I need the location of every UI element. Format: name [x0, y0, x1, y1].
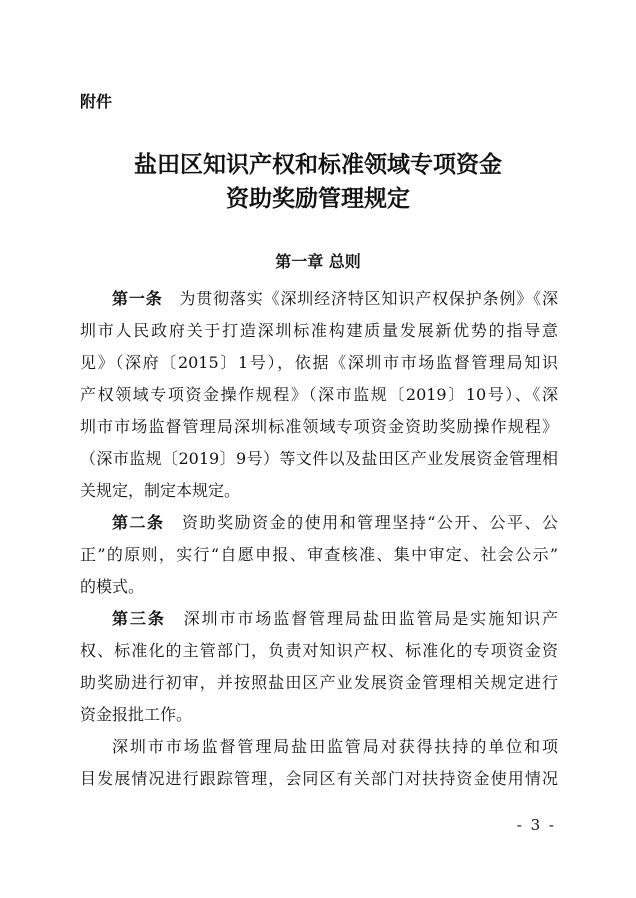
- article-3-line-1: [112, 603, 558, 635]
- article-3-text: 深圳市市场监督管理局盐田监管局是实施知识产: [181, 609, 558, 628]
- article-2-line-2: 正”的原则，实行“自愿申报、审查核准、集中审定、社会公示”: [80, 545, 558, 564]
- article-1-line-2: 圳市人民政府关于打造深圳标准构建质量发展新优势的指导意: [80, 321, 558, 340]
- article-2-label: 第二条: [112, 513, 165, 532]
- article-1-text: 为贯彻落实《深圳经济特区知识产权保护条例》《深: [178, 289, 558, 308]
- article-3-line-2: 权、标准化的主管部门，负责对知识产权、标准化的专项资金资: [80, 641, 558, 660]
- article-1-line-7: 关规定，制定本规定。: [80, 481, 241, 500]
- page-number: - 3 -: [516, 816, 556, 834]
- article-3-line-4: 资金报批工作。: [80, 705, 193, 724]
- article-1-line-4: 产权领域专项资金操作规程》（深市监规〔2019〕10号）、《深: [80, 385, 558, 404]
- chapter-heading: 第一章 总则: [275, 252, 361, 271]
- article-2-text: 资助奖励资金的使用和管理坚持“公开、公平、公: [180, 513, 558, 532]
- paragraph-4-line-2: 目发展情况进行跟踪管理，会同区有关部门对扶持资金使用情况: [80, 769, 558, 788]
- article-1-line-6: （深市监规〔2019〕9号）等文件以及盐田区产业发展资金管理相: [80, 449, 558, 468]
- article-1-line-3: 见》（深府〔2015〕1号），依据《深圳市市场监督管理局知识: [80, 353, 558, 372]
- article-3-label: 第三条: [112, 609, 166, 628]
- document-title-line-2: 资助奖励管理规定: [226, 186, 410, 212]
- document-title-line-1: 盐田区知识产权和标准领域专项资金: [134, 152, 502, 178]
- article-1-line-5: 圳市市场监督管理局深圳标准领域专项资金资助奖励操作规程》: [80, 417, 558, 436]
- attachment-label: 附件: [80, 92, 113, 111]
- article-2-line-1: [112, 507, 558, 539]
- paragraph-4-line-1: 深圳市市场监督管理局盐田监管局对获得扶持的单位和项: [112, 737, 558, 756]
- article-2-line-3: 的模式。: [80, 577, 145, 596]
- article-1-label: 第一条: [112, 289, 163, 308]
- article-1-line-1: [112, 283, 558, 315]
- article-3-line-3: 助奖励进行初审，并按照盐田区产业发展资金管理相关规定进行: [80, 673, 558, 692]
